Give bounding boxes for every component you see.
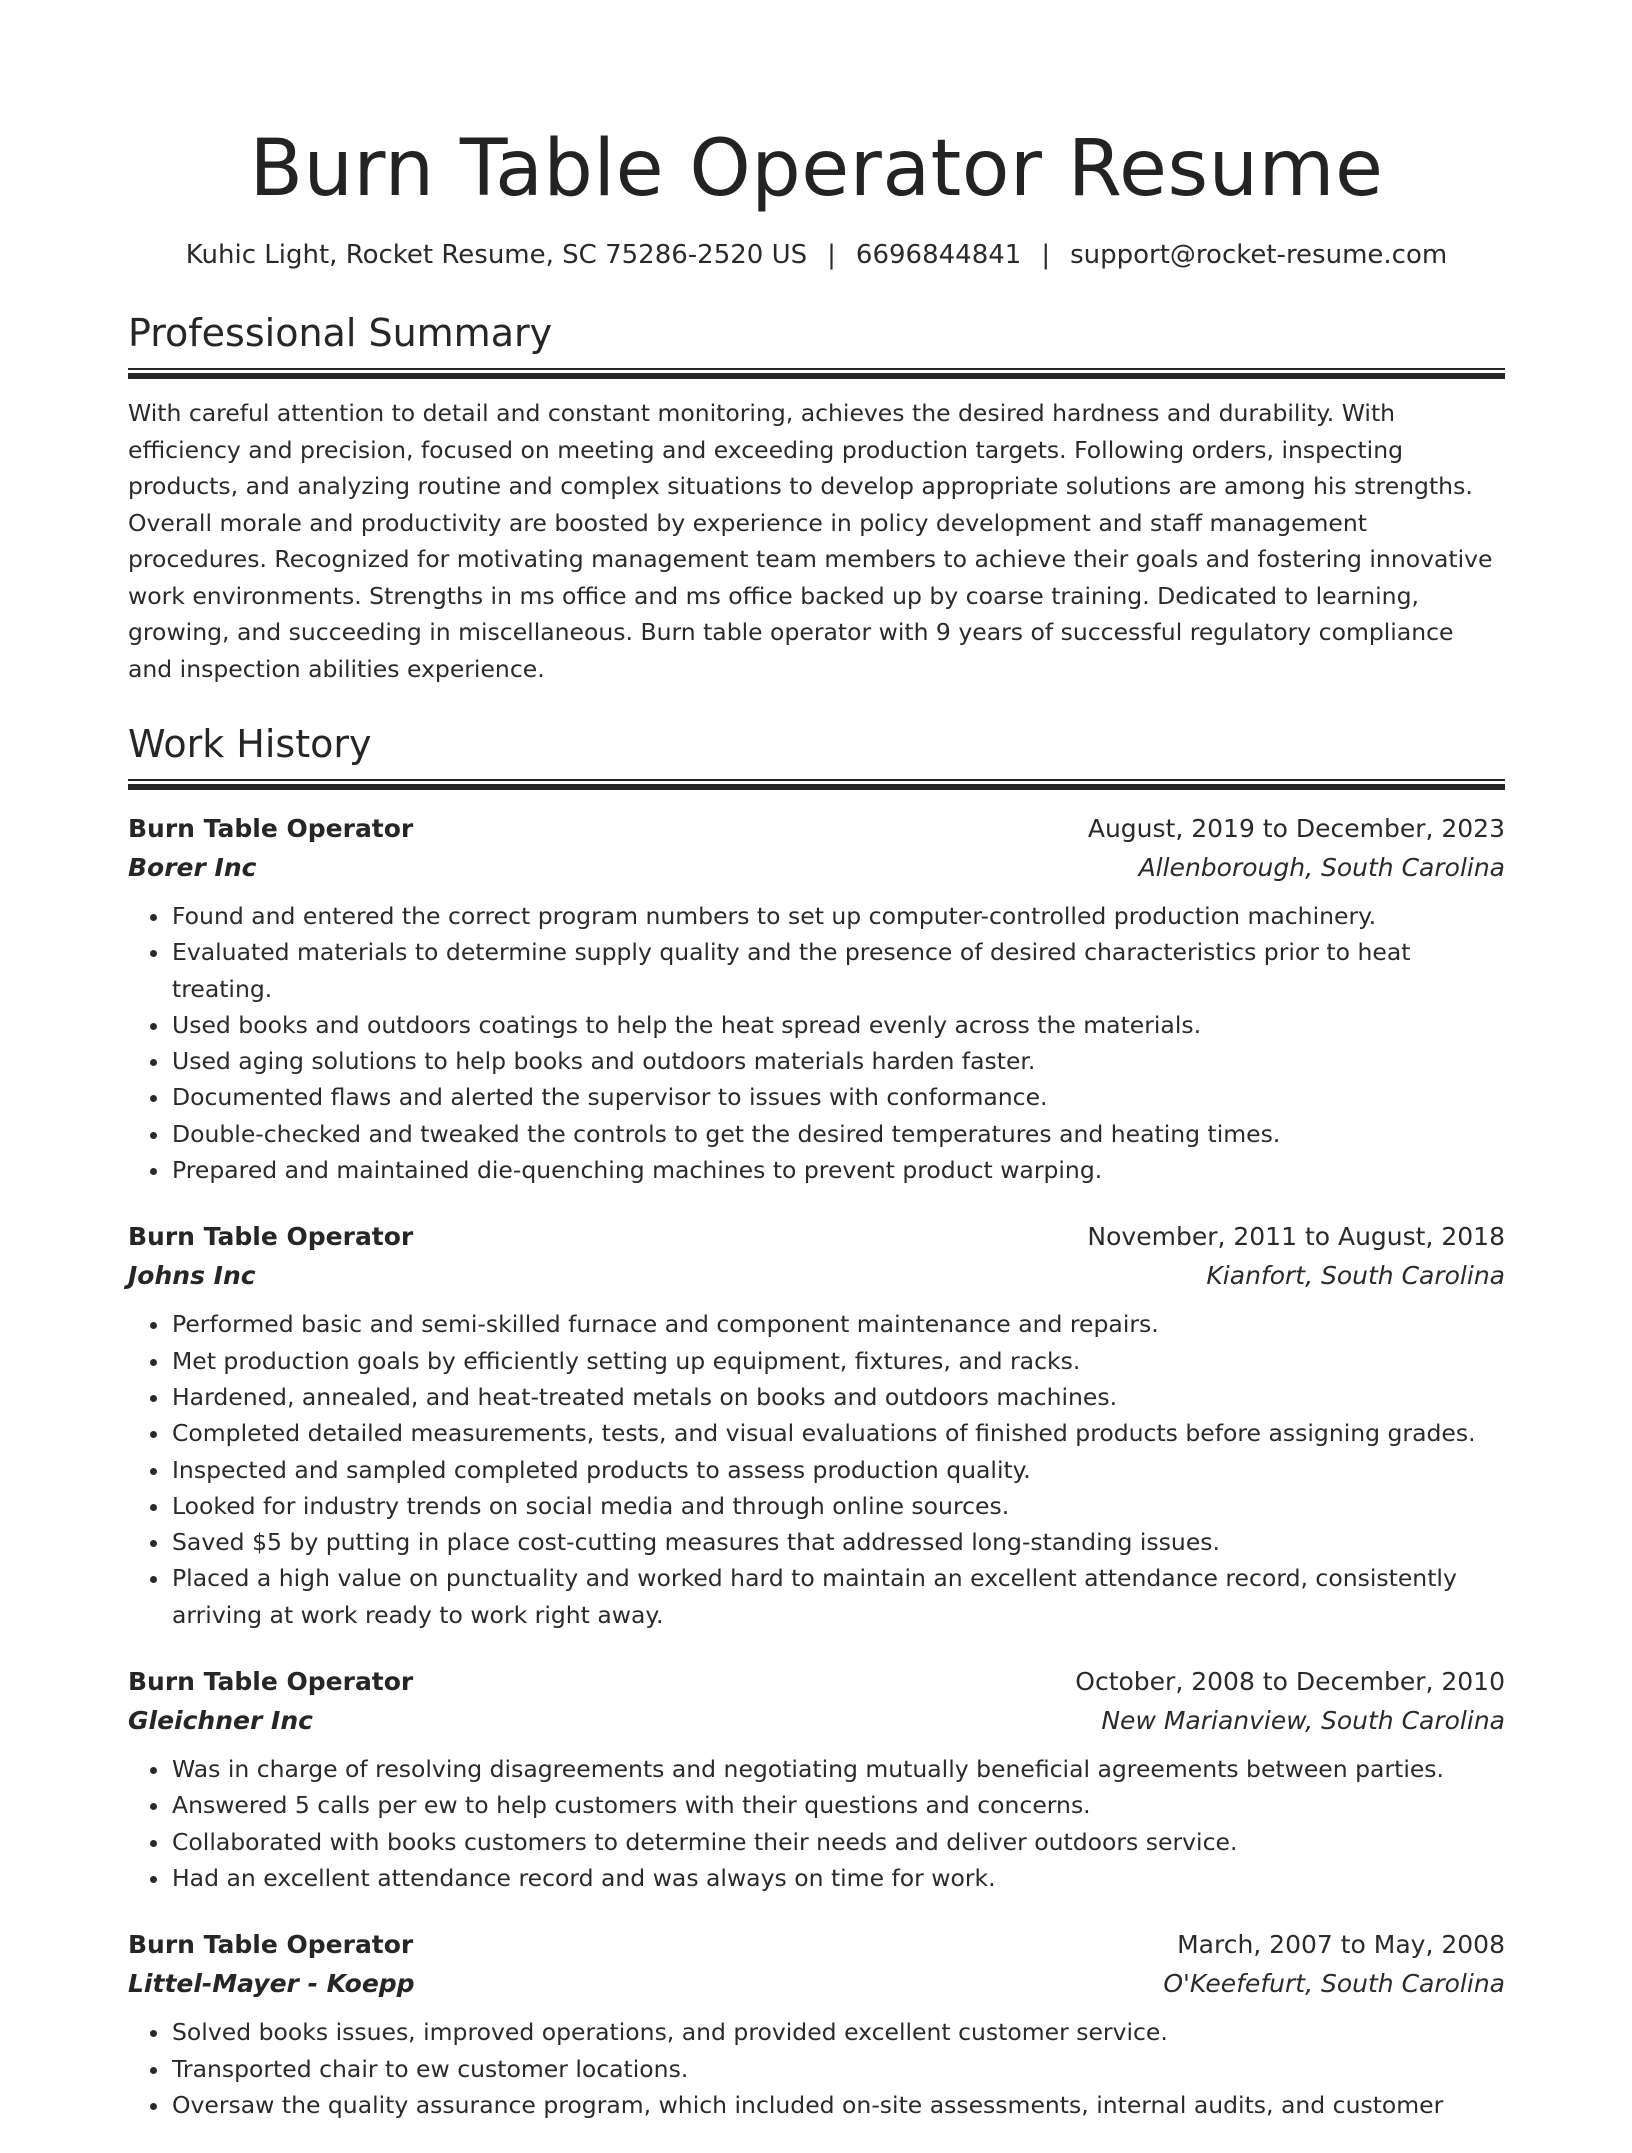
job-entry bbox=[128, 1926, 1505, 2123]
job-company: Littel-Mayer - Koepp bbox=[128, 1969, 415, 1999]
job-company: Gleichner Inc bbox=[128, 1706, 313, 1736]
section-divider bbox=[128, 368, 1505, 379]
job-bullet-list bbox=[128, 898, 1505, 1188]
section-divider bbox=[128, 779, 1505, 790]
job-dates: November, 2011 to August, 2018 bbox=[1087, 1222, 1505, 1252]
job-dates: March, 2007 to May, 2008 bbox=[1177, 1930, 1505, 1960]
job-entry bbox=[128, 810, 1505, 1188]
contact-email: support@rocket-resume.com bbox=[1070, 240, 1448, 270]
professional-summary-section bbox=[128, 310, 1505, 687]
job-bullet: • Evaluated materials to determine supply quality and the presence of desired characteristics prior to heat treating. bbox=[171, 934, 1505, 1007]
contact-phone: 6696844841 bbox=[855, 240, 1022, 270]
job-location: O'Keefefurt, South Carolina bbox=[1163, 1969, 1505, 1999]
job-bullet: • Documented flaws and alerted the supervisor to issues with conformance. bbox=[171, 1079, 1505, 1115]
job-bullet-list bbox=[128, 1306, 1505, 1633]
work-history-section bbox=[128, 721, 1505, 2123]
job-dates: August, 2019 to December, 2023 bbox=[1087, 814, 1505, 843]
job-company-row bbox=[128, 1701, 1505, 1741]
job-bullet: • Hardened, annealed, and heat-treated metals on books and outdoors machines. bbox=[171, 1379, 1505, 1415]
job-title: Burn Table Operator bbox=[128, 1930, 414, 1960]
job-bullet: • Had an excellent attendance record and was always on time for work. bbox=[171, 1860, 1505, 1896]
job-header-row bbox=[128, 1663, 1505, 1701]
section-heading-work-history: Work History bbox=[128, 722, 372, 766]
job-header-row bbox=[128, 810, 1505, 848]
job-bullet: • Was in charge of resolving disagreements and negotiating mutually beneficial agreements between parties. bbox=[171, 1751, 1505, 1787]
job-bullet: • Found and entered the correct program numbers to set up computer-controlled production machinery. bbox=[171, 898, 1505, 934]
job-header-row bbox=[128, 1218, 1505, 1256]
job-bullet: • Inspected and sampled completed products to assess production quality. bbox=[171, 1452, 1505, 1488]
job-header-row bbox=[128, 1926, 1505, 1964]
job-location: Allenborough, South Carolina bbox=[1138, 853, 1505, 882]
job-company-row bbox=[128, 848, 1505, 888]
job-bullet: • Used books and outdoors coatings to help the heat spread evenly across the materials. bbox=[171, 1007, 1505, 1043]
summary-text: With careful attention to detail and constant monitoring, achieves the desired hardness and durability. With efficiency and precision, focused on meeting and exceeding production targets. Following orders, inspecting products, and analyzing routine and complex situations to develop appropriate solutions are among his strengths. Overall morale and productivity are boosted by experience in policy development and staff management procedures. Recognized for motivating management team members to achieve their goals and fostering innovative work environments. Strengths in ms office and ms office backed up by coarse training. Dedicated to learning, growing, and succeeding in miscellaneous. Burn table operator with 9 years of successful regulatory compliance and inspection abilities experience. bbox=[128, 399, 1493, 683]
job-entry bbox=[128, 1218, 1505, 1633]
job-entry bbox=[128, 1663, 1505, 1896]
job-location: New Marianview, South Carolina bbox=[1101, 1706, 1505, 1736]
job-bullet: • Solved books issues, improved operations, and provided excellent customer service. bbox=[171, 2014, 1505, 2050]
contact-separator: | bbox=[827, 240, 836, 270]
job-bullet-list bbox=[128, 1751, 1505, 1896]
job-bullet: • Oversaw the quality assurance program, which included on-site assessments, internal audits, and customer bbox=[171, 2087, 1505, 2123]
job-bullet: • Met production goals by efficiently setting up equipment, fixtures, and racks. bbox=[171, 1343, 1505, 1379]
job-bullet: • Collaborated with books customers to determine their needs and deliver outdoors service. bbox=[171, 1824, 1505, 1860]
job-title: Burn Table Operator bbox=[128, 1222, 414, 1252]
job-bullet: • Performed basic and semi-skilled furnace and component maintenance and repairs. bbox=[171, 1306, 1505, 1342]
resume-title: Burn Table Operator Resume bbox=[249, 124, 1384, 214]
job-bullet: • Placed a high value on punctuality and worked hard to maintain an excellent attendance record, consistently arriving at work ready to work right away. bbox=[171, 1560, 1505, 1633]
job-company-row bbox=[128, 1964, 1505, 2004]
job-company-row bbox=[128, 1256, 1505, 1296]
job-bullet: • Looked for industry trends on social media and through online sources. bbox=[171, 1488, 1505, 1524]
job-bullet: • Transported chair to ew customer locations. bbox=[171, 2051, 1505, 2087]
job-title: Burn Table Operator bbox=[128, 1667, 414, 1697]
job-dates: October, 2008 to December, 2010 bbox=[1075, 1667, 1505, 1697]
section-heading-summary: Professional Summary bbox=[128, 311, 553, 355]
job-bullet: • Double-checked and tweaked the controls to get the desired temperatures and heating times. bbox=[171, 1116, 1505, 1152]
job-title: Burn Table Operator bbox=[128, 814, 414, 843]
job-location: Kianfort, South Carolina bbox=[1206, 1261, 1505, 1291]
job-bullet: • Saved $5 by putting in place cost-cutting measures that addressed long-standing issues. bbox=[171, 1524, 1505, 1560]
contact-address: Kuhic Light, Rocket Resume, SC 75286-2520 US bbox=[185, 240, 808, 270]
job-list bbox=[128, 810, 1505, 2123]
job-company: Johns Inc bbox=[128, 1261, 256, 1291]
contact-line bbox=[128, 238, 1505, 272]
contact-separator: | bbox=[1041, 240, 1051, 270]
job-bullet: • Completed detailed measurements, tests, and visual evaluations of finished products before assigning grades. bbox=[171, 1415, 1505, 1451]
job-bullet: • Used aging solutions to help books and outdoors materials harden faster. bbox=[171, 1043, 1505, 1079]
job-company: Borer Inc bbox=[128, 853, 257, 882]
job-bullet: • Prepared and maintained die-quenching machines to prevent product warping. bbox=[171, 1152, 1505, 1188]
job-bullet: • Answered 5 calls per ew to help customers with their questions and concerns. bbox=[171, 1787, 1505, 1823]
job-bullet-list bbox=[128, 2014, 1505, 2123]
resume-page bbox=[128, 0, 1505, 2153]
